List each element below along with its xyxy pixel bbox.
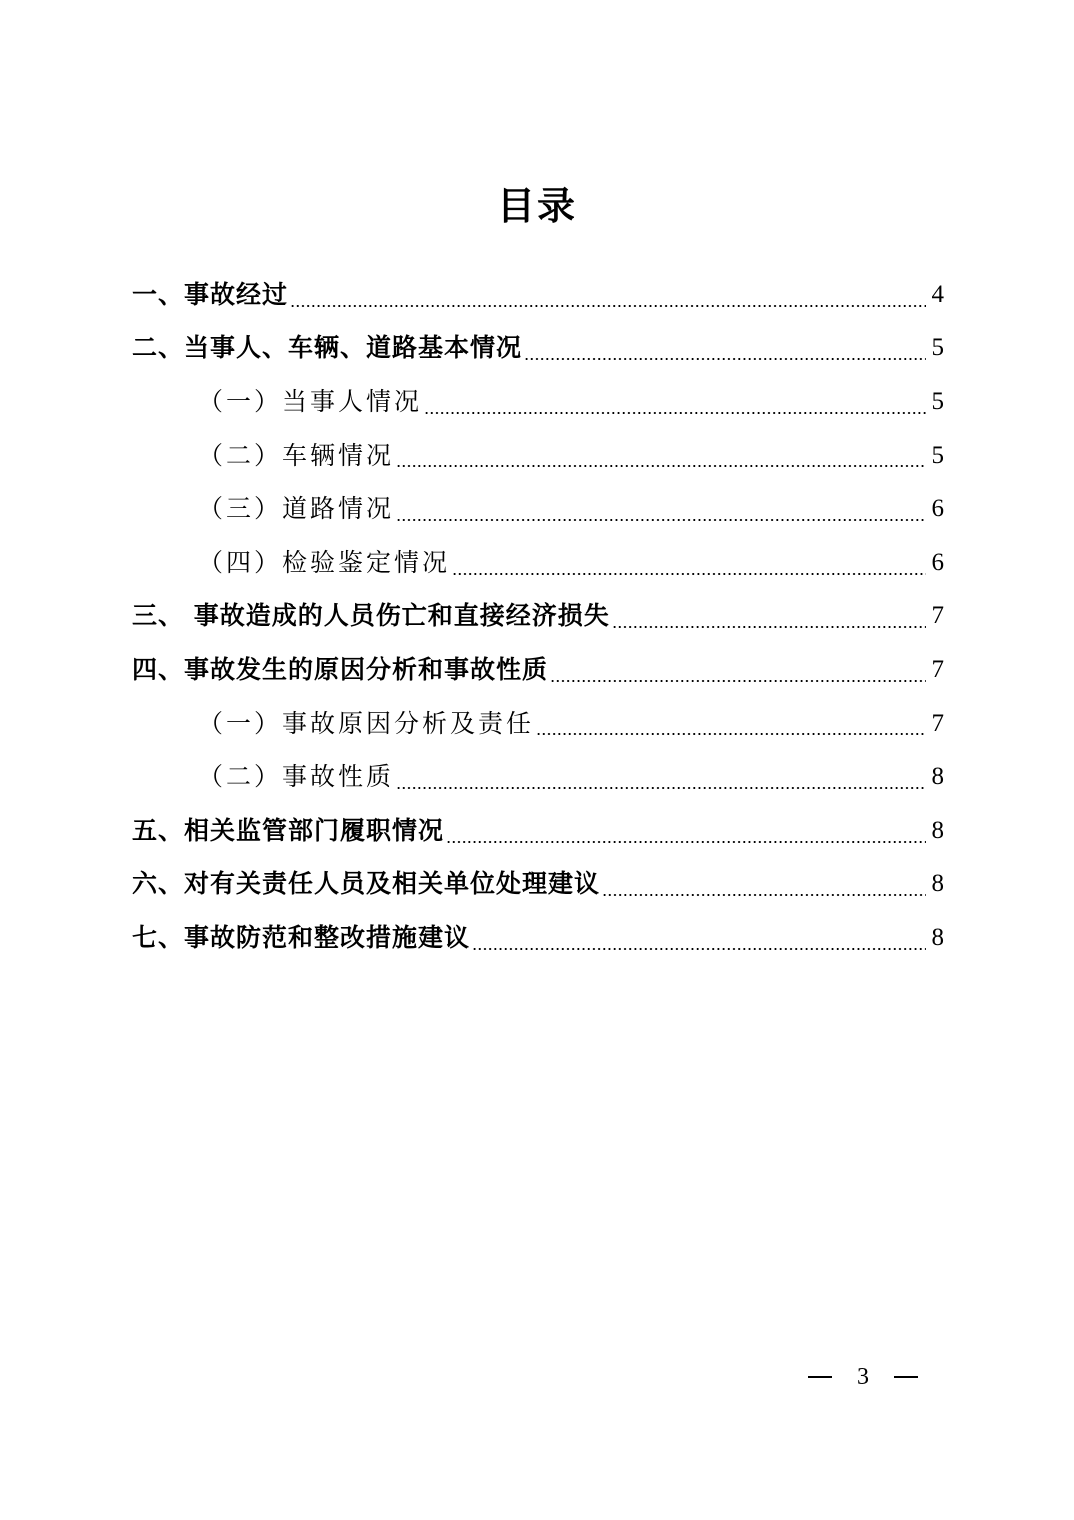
toc-entry-page-number: 8: [931, 870, 944, 898]
toc-entry[interactable]: [132, 911, 944, 965]
toc-subentry[interactable]: [132, 750, 944, 804]
toc-entry-page-number: 7: [931, 602, 944, 630]
dot-leader: [290, 305, 926, 307]
toc-subentry[interactable]: [132, 375, 944, 429]
toc-entry-page-number: 5: [931, 441, 944, 469]
toc-entry-page-number: 7: [931, 709, 944, 737]
dot-leader: [396, 465, 926, 467]
footer-dash-right: [894, 1376, 918, 1377]
toc-entry-page-number: 4: [931, 280, 944, 308]
dot-leader: [396, 519, 926, 521]
footer-page-number: 3: [857, 1363, 869, 1390]
dot-leader: [612, 626, 926, 628]
toc-subentry[interactable]: [132, 429, 944, 483]
toc-entry-text: （四）检验鉴定情况: [198, 547, 451, 577]
toc-title: 目录: [496, 184, 577, 228]
dot-leader: [472, 948, 926, 950]
dot-leader: [396, 787, 926, 789]
toc-entry[interactable]: [132, 858, 944, 912]
toc-entry[interactable]: [132, 268, 944, 322]
toc-entry[interactable]: [132, 804, 944, 858]
toc-entry[interactable]: [132, 322, 944, 376]
toc-entry[interactable]: [132, 590, 944, 644]
toc-entry-page-number: 8: [931, 763, 944, 791]
toc-entry[interactable]: [132, 643, 944, 697]
dot-leader: [524, 358, 926, 360]
page-footer: [808, 1360, 918, 1394]
toc-entry-text: 七、事故防范和整改措施建议: [132, 922, 471, 952]
dot-leader: [424, 412, 926, 414]
toc-entry-text: （一）当事人情况: [198, 386, 423, 416]
toc-entry-text: （二）事故性质: [198, 762, 395, 792]
toc-entry-page-number: 5: [931, 334, 944, 362]
dot-leader: [536, 733, 926, 735]
toc-entry-text: （三）道路情况: [198, 494, 395, 524]
table-of-contents: [132, 268, 944, 965]
dot-leader: [452, 573, 926, 575]
toc-entry-page-number: 6: [931, 495, 944, 523]
dot-leader: [602, 894, 926, 896]
toc-entry-text: 四、事故发生的原因分析和事故性质: [132, 654, 549, 684]
toc-entry-text: 二、当事人、车辆、道路基本情况: [132, 333, 523, 363]
toc-subentry[interactable]: [132, 697, 944, 751]
toc-entry-page-number: 7: [931, 655, 944, 683]
toc-entry-text: 一、事故经过: [132, 279, 289, 309]
toc-subentry[interactable]: [132, 482, 944, 536]
toc-entry-text: 六、对有关责任人员及相关单位处理建议: [132, 869, 601, 899]
toc-entry-page-number: 5: [931, 387, 944, 415]
toc-entry-page-number: 8: [931, 923, 944, 951]
footer-dash-left: [808, 1376, 832, 1377]
toc-entry-text: （二）车辆情况: [198, 440, 395, 470]
dot-leader: [446, 841, 926, 843]
toc-entry-page-number: 6: [931, 548, 944, 576]
toc-subentry[interactable]: [132, 536, 944, 590]
toc-entry-text: 五、相关监管部门履职情况: [132, 815, 445, 845]
toc-entry-text: （一）事故原因分析及责任: [198, 708, 535, 738]
dot-leader: [550, 680, 926, 682]
toc-entry-text: 三、 事故造成的人员伤亡和直接经济损失: [132, 601, 610, 631]
toc-entry-page-number: 8: [931, 816, 944, 844]
